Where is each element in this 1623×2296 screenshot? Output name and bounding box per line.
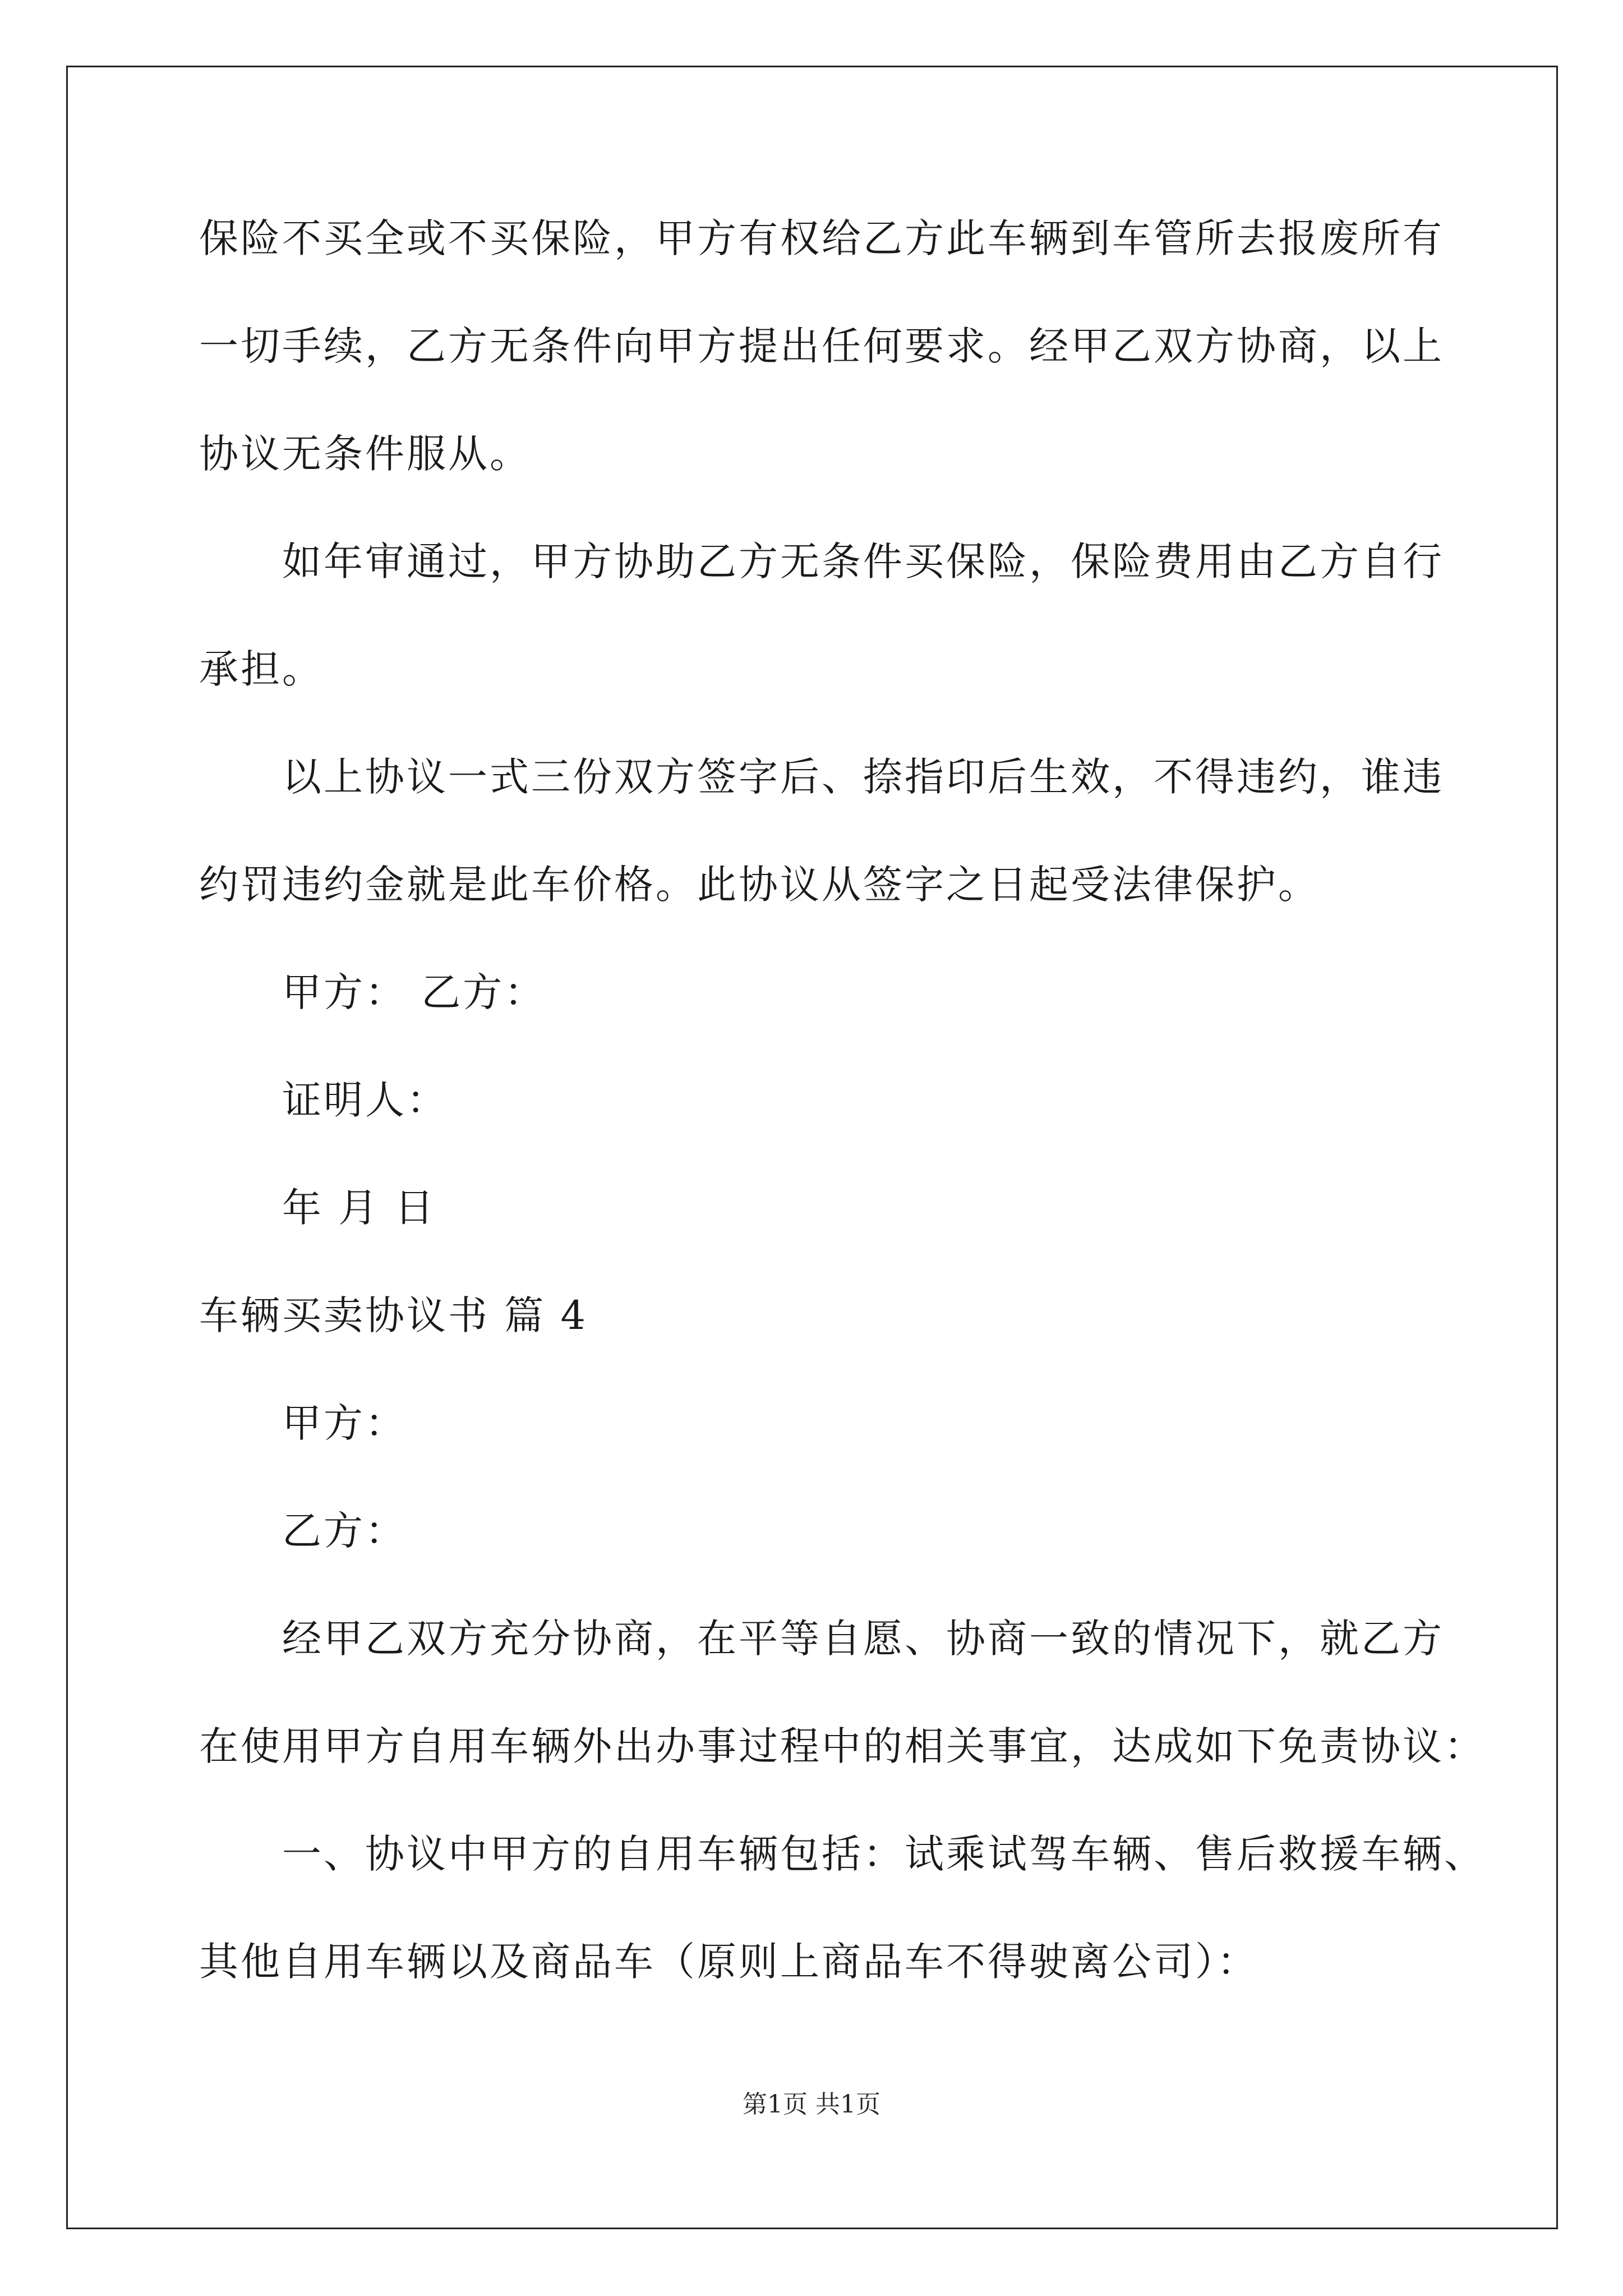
paragraph-line: 如年审通过，甲方协助乙方无条件买保险，保险费用由乙方自行	[282, 539, 1444, 585]
paragraph-line: 其他自用车辆以及商品车（原则上商品车不得驶离公司）：	[199, 1939, 1258, 1985]
party-b-label: 乙方：	[282, 1508, 407, 1554]
paragraph-line: 保险不买全或不买保险，甲方有权给乙方此车辆到车管所去报废所有	[199, 215, 1444, 261]
section-title: 车辆买卖协议书 篇 4	[199, 1292, 588, 1338]
page-footer: 第1页 共1页	[743, 2090, 880, 2119]
paragraph-line: 在使用甲方自用车辆外出办事过程中的相关事宜，达成如下免责协议：	[199, 1723, 1486, 1769]
date-line: 年 月 日	[282, 1185, 436, 1231]
party-a-label: 甲方：	[282, 1400, 407, 1446]
witness-label: 证明人：	[282, 1077, 448, 1123]
paragraph-line: 承担。	[199, 646, 324, 692]
signature-parties: 甲方： 乙方：	[282, 969, 546, 1015]
paragraph-line: 协议无条件服从。	[199, 431, 531, 477]
paragraph-line: 经甲乙双方充分协商，在平等自愿、协商一致的情况下，就乙方	[282, 1616, 1444, 1662]
paragraph-line: 以上协议一式三份双方签字后、捺指印后生效，不得违约，谁违	[282, 754, 1444, 800]
paragraph-line: 约罚违约金就是此车价格。此协议从签字之日起受法律保护。	[199, 862, 1320, 908]
paragraph-line: 一切手续，乙方无条件向甲方提出任何要求。经甲乙双方协商，以上	[199, 323, 1444, 369]
page-border	[66, 66, 1558, 2229]
paragraph-line: 一、协议中甲方的自用车辆包括：试乘试驾车辆、售后救援车辆、	[282, 1831, 1486, 1877]
